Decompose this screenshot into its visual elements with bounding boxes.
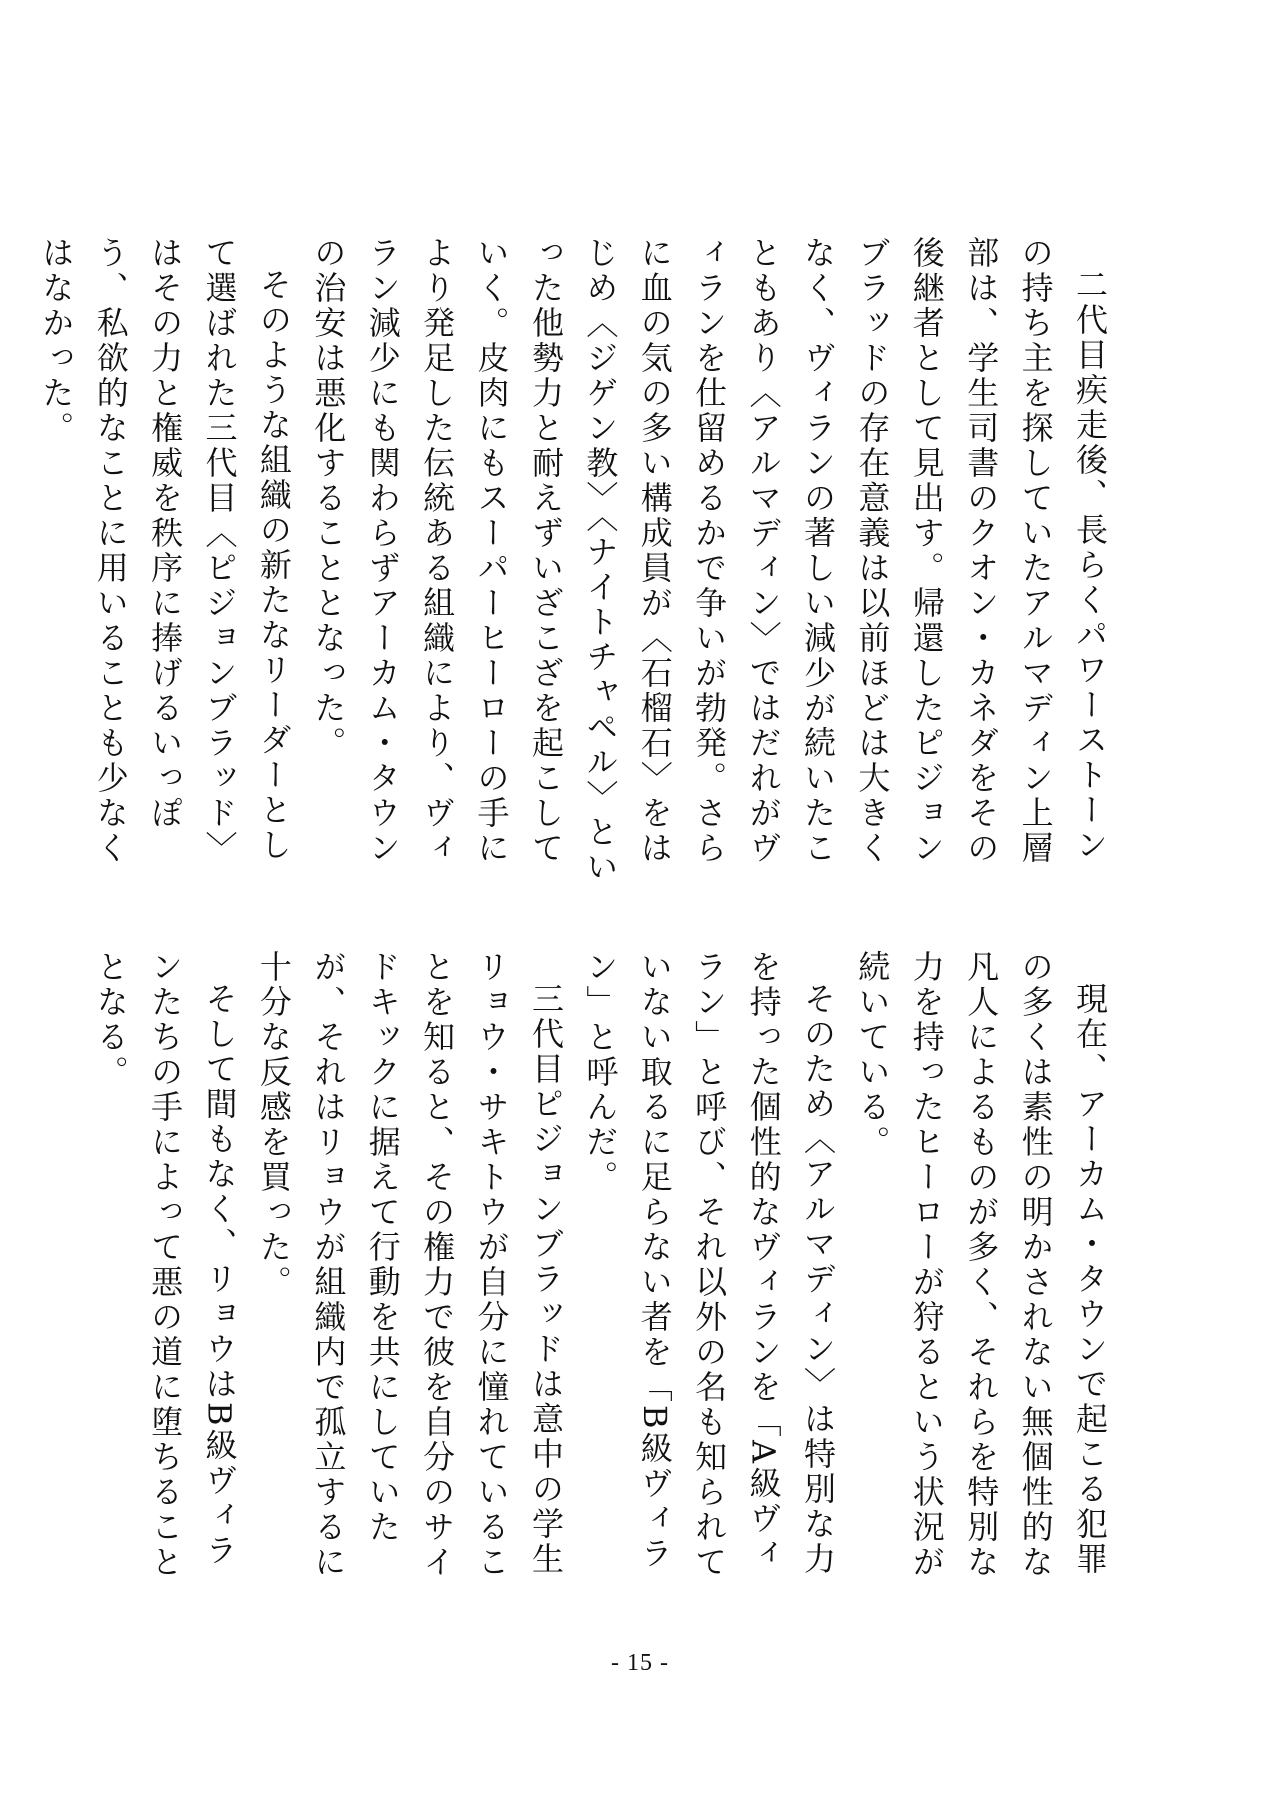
bottom-text-section xyxy=(91,950,1117,1602)
paragraph: 現在、アーカム・タウンで起こる犯罪の多くは素性の明かされない無個性的な凡人によるものが多く、それらを特別な力を持ったヒーローが狩るという状況が続いている。 xyxy=(853,950,1109,1580)
paragraph: そのため〈アルマディン〉は特別な力を持った個性的なヴィランを「A級ヴィラン」と呼び、それ以外の名も知られていない取るに足らない者を「B級ヴィラン」と呼んだ。 xyxy=(581,950,837,1580)
paragraph: そして間もなく、リョウはB級ヴィランたちの手によって悪の道に堕ちることとなる。 xyxy=(91,950,239,1580)
page-number: - 15 - xyxy=(611,1650,669,1676)
paragraph: 三代目ピジョンブラッドは意中の学生リョウ・サキトウが自分に憧れていることを知ると、その権力で彼を自分のサイドキックに据えて行動を共にしていたが、それはリョウが組織内で孤立するに十分な反感を買った。 xyxy=(254,950,565,1580)
top-text-section xyxy=(37,236,1117,888)
paragraph: 二代目疾走後、長らくパワーストーンの持ち主を探していたアルマディン上層部は、学生司書のクオン・カネダをその後継者として見出す。帰還したピジョンブラッドの存在意義は以前ほどは大きくなく、ヴィランの著しい減少が続いたこともあり〈アルマディン〉ではだれがヴィランを仕留めるかで争いが勃発。さらに血の気の多い構成員が〈石榴石〉をはじめ〈ジゲン教〉〈ナイトチャペル〉といった他勢力と耐えずいざこざを起こしていく。皮肉にもスーパーヒーローの手により発足した伝統ある組織により、ヴィラン減少にも関わらずアーカム・タウンの治安は悪化することとなった。 xyxy=(309,236,1109,885)
paragraph: そのような組織の新たなリーダーとして選ばれた三代目〈ピジョンブラッド〉はその力と権威を秩序に捧げるいっぽう、私欲的なことに用いることも少なくはなかった。 xyxy=(37,236,293,866)
